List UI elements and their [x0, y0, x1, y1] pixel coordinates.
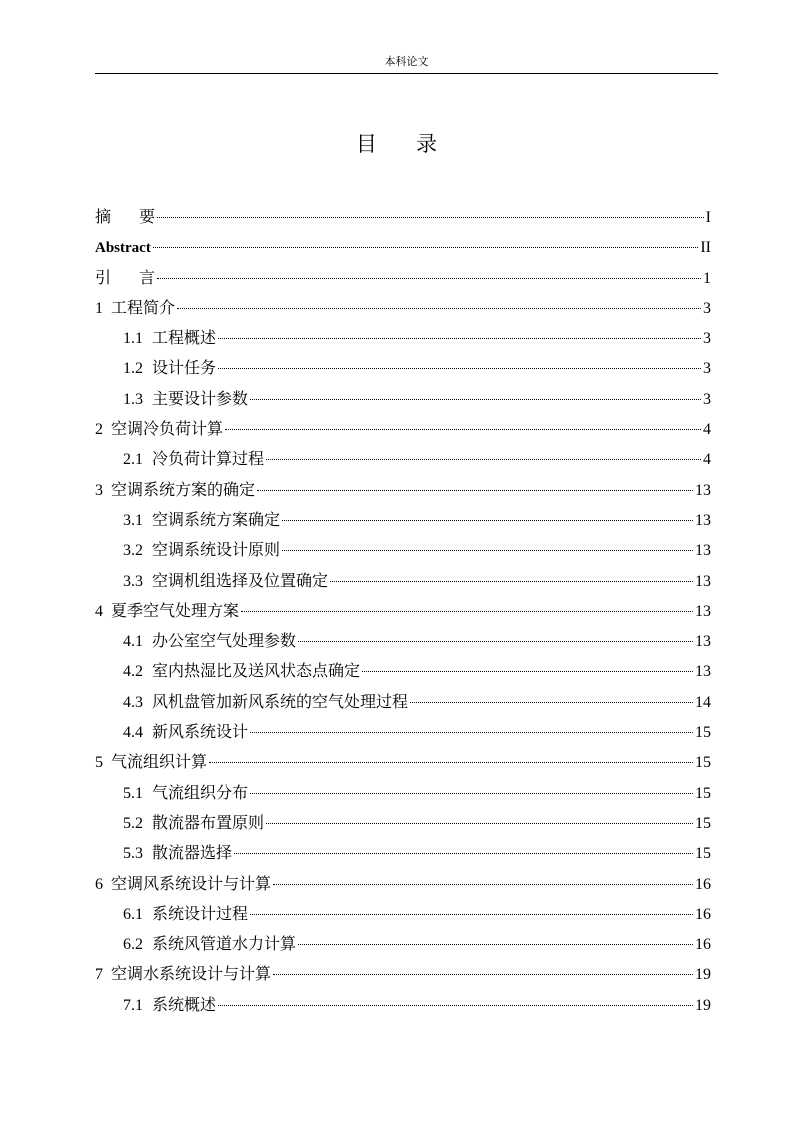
toc-entry-title: 气流组织计算	[111, 754, 208, 772]
toc-entry-page: 16	[695, 875, 711, 893]
toc-entry-page: 4	[703, 451, 711, 469]
toc-dot-leader	[273, 974, 693, 975]
toc-entry-title: 室内热湿比及送风状态点确定	[152, 663, 361, 681]
toc-dot-leader	[282, 550, 693, 551]
toc-dot-leader	[234, 853, 693, 854]
toc-entry-page: 3	[703, 330, 711, 348]
toc-entry[interactable]	[95, 900, 711, 930]
toc-dot-leader	[330, 581, 693, 582]
toc-entry-title: 工程概述	[152, 330, 217, 348]
toc-entry[interactable]	[95, 627, 711, 657]
toc-entry-number: 3	[95, 481, 103, 499]
toc-entry-title: 空调冷负荷计算	[111, 421, 224, 439]
toc-dot-leader	[250, 732, 693, 733]
toc-entry-number: 7	[95, 966, 103, 984]
toc-entry[interactable]	[95, 657, 711, 687]
toc-entry-page: 13	[695, 572, 711, 590]
toc-entry[interactable]	[95, 385, 711, 415]
toc-entry-title: 新风系统设计	[152, 724, 249, 742]
toc-dot-leader	[157, 278, 701, 279]
toc-dot-leader	[250, 793, 693, 794]
header-rule	[95, 73, 718, 74]
toc-entry-page: I	[705, 209, 711, 226]
toc-entry[interactable]	[95, 991, 711, 1021]
toc-dot-leader	[218, 1005, 693, 1006]
toc-entry-title: 气流组织分布	[152, 784, 249, 802]
toc-entry-title: 系统设计过程	[152, 905, 249, 923]
toc-entry-page: 15	[695, 754, 711, 772]
toc-entry[interactable]	[95, 264, 711, 294]
toc-dot-leader	[209, 762, 693, 763]
toc-entry[interactable]	[95, 930, 711, 960]
toc-entry-title: Abstract	[95, 240, 151, 257]
toc-entry-number: 5.3	[123, 845, 143, 863]
toc-entry-page: II	[700, 239, 711, 257]
page-title: 目 录	[355, 132, 438, 156]
toc-entry[interactable]	[95, 870, 711, 900]
toc-dot-leader	[266, 459, 701, 460]
toc-entry-title: 空调系统方案的确定	[111, 481, 256, 499]
toc-entry-page: 15	[695, 784, 711, 802]
toc-dot-leader	[225, 429, 701, 430]
toc-entry-number: 6	[95, 875, 103, 893]
toc-entry-page: 13	[695, 511, 711, 529]
toc-dot-leader	[250, 914, 693, 915]
toc-entry-number: 1.2	[123, 360, 143, 378]
page-header: 本科论文	[384, 56, 429, 68]
toc-entry[interactable]	[95, 536, 711, 566]
toc-dot-leader	[298, 641, 693, 642]
toc-entry-number: 4.2	[123, 663, 143, 681]
toc-entry-number: 5.1	[123, 784, 143, 802]
toc-entry-title: 办公室空气处理参数	[152, 633, 297, 651]
toc-dot-leader	[218, 338, 701, 339]
toc-entry-title: 设计任务	[152, 360, 217, 378]
toc-entry-number: 4	[95, 602, 103, 620]
toc-entry[interactable]	[95, 233, 711, 263]
toc-entry-page: 3	[703, 390, 711, 408]
toc-entry-number: 7.1	[123, 996, 143, 1014]
toc-entry[interactable]	[95, 294, 711, 324]
toc-entry-title: 工程简介	[111, 299, 176, 317]
toc-entry-page: 15	[695, 845, 711, 863]
toc-entry-title: 风机盘管加新风系统的空气处理过程	[152, 693, 409, 711]
toc-entry[interactable]	[95, 354, 711, 384]
toc-entry-page: 13	[695, 602, 711, 620]
toc-entry[interactable]	[95, 597, 711, 627]
toc-dot-leader	[298, 944, 693, 945]
toc-entry-number: 3.2	[123, 542, 143, 560]
toc-entry-page: 16	[695, 905, 711, 923]
toc-entry-title: 主要设计参数	[152, 390, 249, 408]
toc-entry[interactable]	[95, 445, 711, 475]
toc-entry-number: 3.3	[123, 572, 143, 590]
toc-entry-page: 13	[695, 663, 711, 681]
toc-entry-page: 13	[695, 542, 711, 560]
toc-entry-number: 1.1	[123, 330, 143, 348]
toc-entry-title: 散流器布置原则	[152, 814, 265, 832]
toc-entry-page: 15	[695, 814, 711, 832]
toc-entry-number: 4.1	[123, 633, 143, 651]
toc-entry-number: 1	[95, 299, 103, 317]
toc-entry-page: 1	[703, 269, 711, 287]
toc-dot-leader	[362, 671, 693, 672]
toc-entry-number: 5	[95, 754, 103, 772]
toc-entry-number: 1.3	[123, 390, 143, 408]
toc-entry-title: 空调风系统设计与计算	[111, 875, 272, 893]
toc-entry-title: 散流器选择	[152, 845, 233, 863]
toc-entry[interactable]	[95, 203, 711, 233]
toc-entry[interactable]	[95, 779, 711, 809]
toc-entry-page: 3	[703, 299, 711, 317]
toc-entry-title: 空调机组选择及位置确定	[152, 572, 329, 590]
toc-entry-title: 系统风管道水力计算	[152, 936, 297, 954]
toc-entry-title: 空调水系统设计与计算	[111, 966, 272, 984]
toc-entry-page: 14	[695, 693, 711, 711]
toc-entry-title: 摘 要	[95, 209, 156, 226]
toc-dot-leader	[266, 823, 693, 824]
toc-dot-leader	[177, 308, 701, 309]
toc-entry-number: 6.2	[123, 936, 143, 954]
toc-entry-page: 19	[695, 966, 711, 984]
toc-entry-title: 引 言	[95, 269, 156, 287]
toc-entry[interactable]	[95, 718, 711, 748]
toc-entry[interactable]	[95, 839, 711, 869]
toc-entry-page: 16	[695, 936, 711, 954]
toc-dot-leader	[153, 247, 699, 248]
toc-dot-leader	[157, 217, 704, 218]
toc-entry[interactable]	[95, 960, 711, 990]
toc-dot-leader	[218, 368, 701, 369]
table-of-contents	[95, 203, 711, 1021]
toc-entry-page: 15	[695, 724, 711, 742]
toc-dot-leader	[410, 702, 693, 703]
toc-dot-leader	[250, 399, 701, 400]
toc-entry-number: 4.4	[123, 724, 143, 742]
toc-entry-page: 13	[695, 481, 711, 499]
toc-entry-page: 13	[695, 633, 711, 651]
toc-entry[interactable]	[95, 415, 711, 445]
toc-entry[interactable]	[95, 809, 711, 839]
toc-entry-number: 5.2	[123, 814, 143, 832]
toc-entry[interactable]	[95, 324, 711, 354]
toc-entry-number: 6.1	[123, 905, 143, 923]
toc-entry-number: 2	[95, 421, 103, 439]
toc-entry[interactable]	[95, 567, 711, 597]
toc-entry-number: 2.1	[123, 451, 143, 469]
toc-entry-title: 空调系统方案确定	[152, 511, 281, 529]
toc-entry-page: 19	[695, 996, 711, 1014]
toc-entry-title: 夏季空气处理方案	[111, 602, 240, 620]
toc-entry[interactable]	[95, 476, 711, 506]
toc-entry-number: 3.1	[123, 511, 143, 529]
toc-entry[interactable]	[95, 688, 711, 718]
toc-dot-leader	[282, 520, 693, 521]
toc-entry-title: 系统概述	[152, 996, 217, 1014]
toc-entry-page: 3	[703, 360, 711, 378]
toc-entry[interactable]	[95, 748, 711, 778]
toc-entry[interactable]	[95, 506, 711, 536]
toc-entry-number: 4.3	[123, 693, 143, 711]
toc-dot-leader	[257, 490, 693, 491]
toc-dot-leader	[273, 884, 693, 885]
toc-entry-title: 空调系统设计原则	[152, 542, 281, 560]
toc-entry-page: 4	[703, 421, 711, 439]
toc-dot-leader	[241, 611, 693, 612]
toc-entry-title: 冷负荷计算过程	[152, 451, 265, 469]
